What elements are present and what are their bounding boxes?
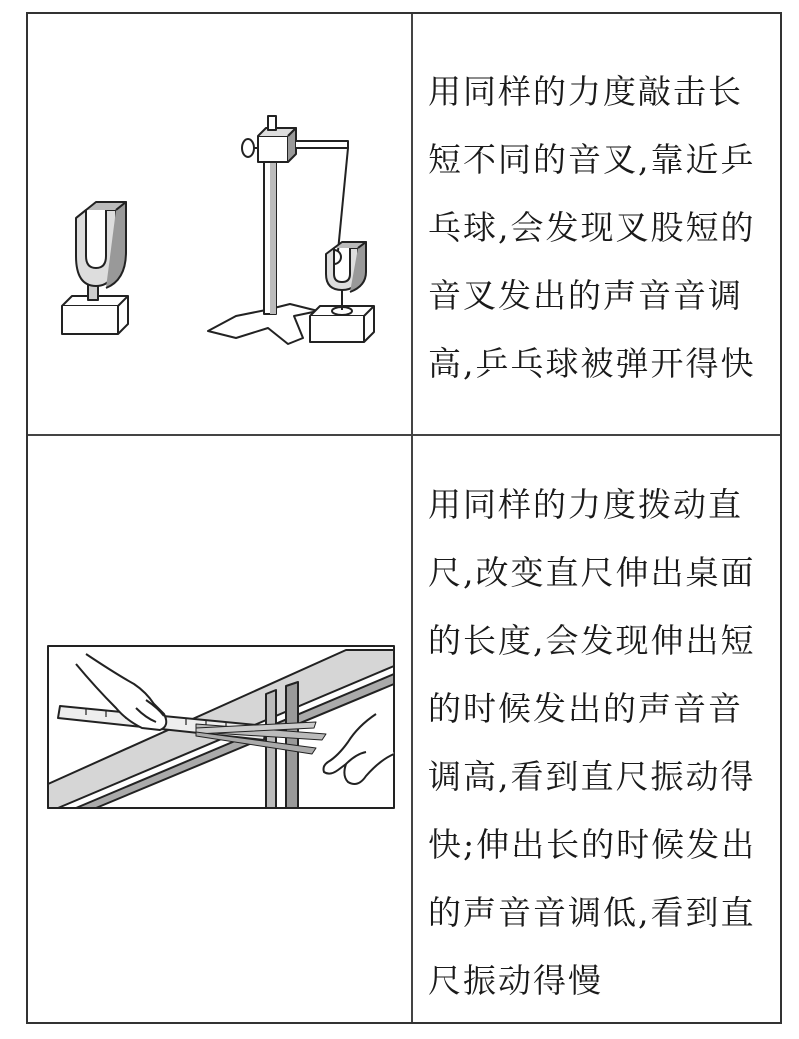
- row2-description: [428, 471, 772, 1015]
- text-line: 尺振动得慢: [428, 961, 603, 1000]
- text-line: 调高,看到直尺振动得: [428, 757, 756, 796]
- text-line: 的时候发出的声音音: [428, 689, 743, 728]
- column-divider: [411, 14, 413, 1022]
- ruler-figure: [46, 644, 398, 814]
- text-line: 用同样的力度拨动直: [428, 485, 743, 524]
- text-line: 用同样的力度敲击长: [428, 72, 743, 111]
- text-line: 的声音音调低,看到直: [428, 893, 756, 932]
- tuning-fork-figure: [58, 106, 388, 366]
- text-line: 短不同的音叉,靠近乒: [428, 140, 756, 179]
- comparison-table: [26, 12, 782, 1024]
- text-line: 乓球,会发现叉股短的: [428, 208, 756, 247]
- row1-description: [428, 58, 772, 398]
- text-line: 快;伸出长的时候发出: [428, 825, 757, 864]
- text-line: 尺,改变直尺伸出桌面: [428, 553, 756, 592]
- tuning-fork-long: [62, 202, 128, 334]
- text-line: 的长度,会发现伸出短: [428, 621, 756, 660]
- row-divider: [28, 434, 780, 436]
- text-line: 音叉发出的声音音调: [428, 276, 743, 315]
- text-line: 高,乒乓球被弹开得快: [428, 344, 756, 383]
